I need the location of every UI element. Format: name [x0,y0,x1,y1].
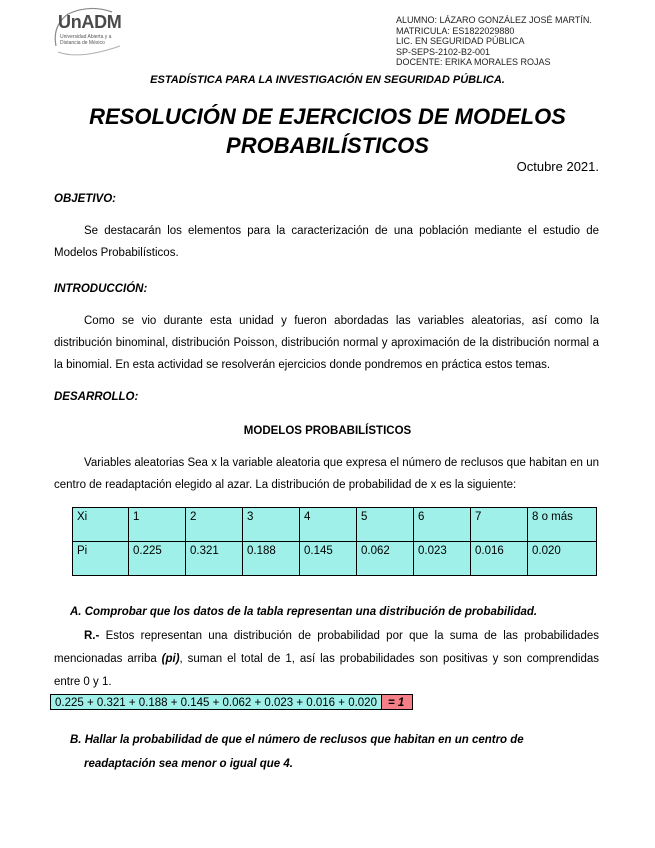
teacher-name: DOCENTE: ERIKA MORALES ROJAS [396,57,551,67]
table-cell-x-label: Xi [73,508,129,542]
table-cell: 2 [186,508,243,542]
desarrollo-subheading: MODELOS PROBABILÍSTICOS [243,425,412,437]
table-cell: 0.020 [528,542,597,576]
sum-result: = 1 [382,694,413,710]
table-cell: 0.188 [243,542,300,576]
table-cell: 0.062 [357,542,414,576]
student-name: ALUMNO: LÁZARO GONZÁLEZ JOSÉ MARTÍN. [396,15,592,25]
table-cell: 7 [471,508,528,542]
introduccion-heading: INTRODUCCIÓN: [54,283,148,295]
answer-text-2: , suman el total de 1, así las probabilidades son positivas y son comprendidas entre 0 y 1. [54,653,599,688]
table-cell: 0.016 [471,542,528,576]
question-b [70,728,600,776]
table-cell: 4 [300,508,357,542]
desarrollo-heading: DESARROLLO: [54,391,139,403]
table-cell: 1 [129,508,186,542]
logo-subtitle: Universidad Abierta y a Distancia de México [60,34,112,46]
desarrollo-text: Variables aleatorias Sea x la variable aleatoria que expresa el número de reclusos que habitan en un centro de readaptación elegido al azar. La distribución de probabilidad de x es la siguiente: [54,457,599,491]
table-cell: 0.225 [129,542,186,576]
table-cell: 0.145 [300,542,357,576]
document-date: Octubre 2021. [516,159,599,174]
answer-a [54,625,599,694]
course-name: ESTADÍSTICA PARA LA INVESTIGACIÓN EN SEGURIDAD PÚBLICA. [150,74,505,86]
logo-text: UnADM [58,12,122,32]
table-cell: 6 [414,508,471,542]
document-title [60,102,595,160]
sum-expression: 0.225 + 0.321 + 0.188 + 0.145 + 0.062 + 0.023 + 0.016 + 0.020 [50,694,382,710]
question-b-line-1: B. Hallar la probabilidad de que el número de reclusos que habitan en un centro de [70,734,524,746]
sum-box [50,694,413,710]
student-info [396,15,592,68]
probability-table [72,507,597,576]
table-cell: 3 [243,508,300,542]
table-row-x [73,508,597,542]
question-b-line-2: readaptación sea menor o igual que 4. [84,758,293,770]
answer-prefix: R.- [84,630,100,642]
question-a: A. Comprobar que los datos de la tabla representan una distribución de probabilidad. [70,606,538,618]
objetivo-heading: OBJETIVO: [54,193,116,205]
program-name: LIC. EN SEGURIDAD PÚBLICA [396,36,525,46]
table-cell: 8 o más [528,508,597,542]
table-cell: 0.321 [186,542,243,576]
table-cell: 5 [357,508,414,542]
table-row-p [73,542,597,576]
group-code: SP-SEPS-2102-B2-001 [396,46,491,57]
table-cell-p-label: Pi [73,542,129,576]
introduccion-text: Como se vio durante esta unidad y fueron abordadas las variables aleatorias, así como la distribución binominal, distribución Poisson, distribución normal y aproximación de la distribución normal a la binomial. En esta actividad se resolverán ejercicios donde pondremos en práctica estos temas. [54,315,599,371]
title-line-1: RESOLUCIÓN DE EJERCICIOS DE MODELOS [89,104,566,129]
answer-pi: (pi) [161,653,180,665]
answer-text-1: Estos representan una distribución de probabilidad por que la suma de las probabilidades mencionadas arriba [54,630,599,665]
objetivo-text: Se destacarán los elementos para la caracterización de una población mediante el estudio de Modelos Probabilísticos. [54,225,599,259]
student-matricula: MATRICULA: ES1822029880 [396,25,515,36]
title-line-2: PROBABILÍSTICOS [226,133,429,158]
table-cell: 0.023 [414,542,471,576]
